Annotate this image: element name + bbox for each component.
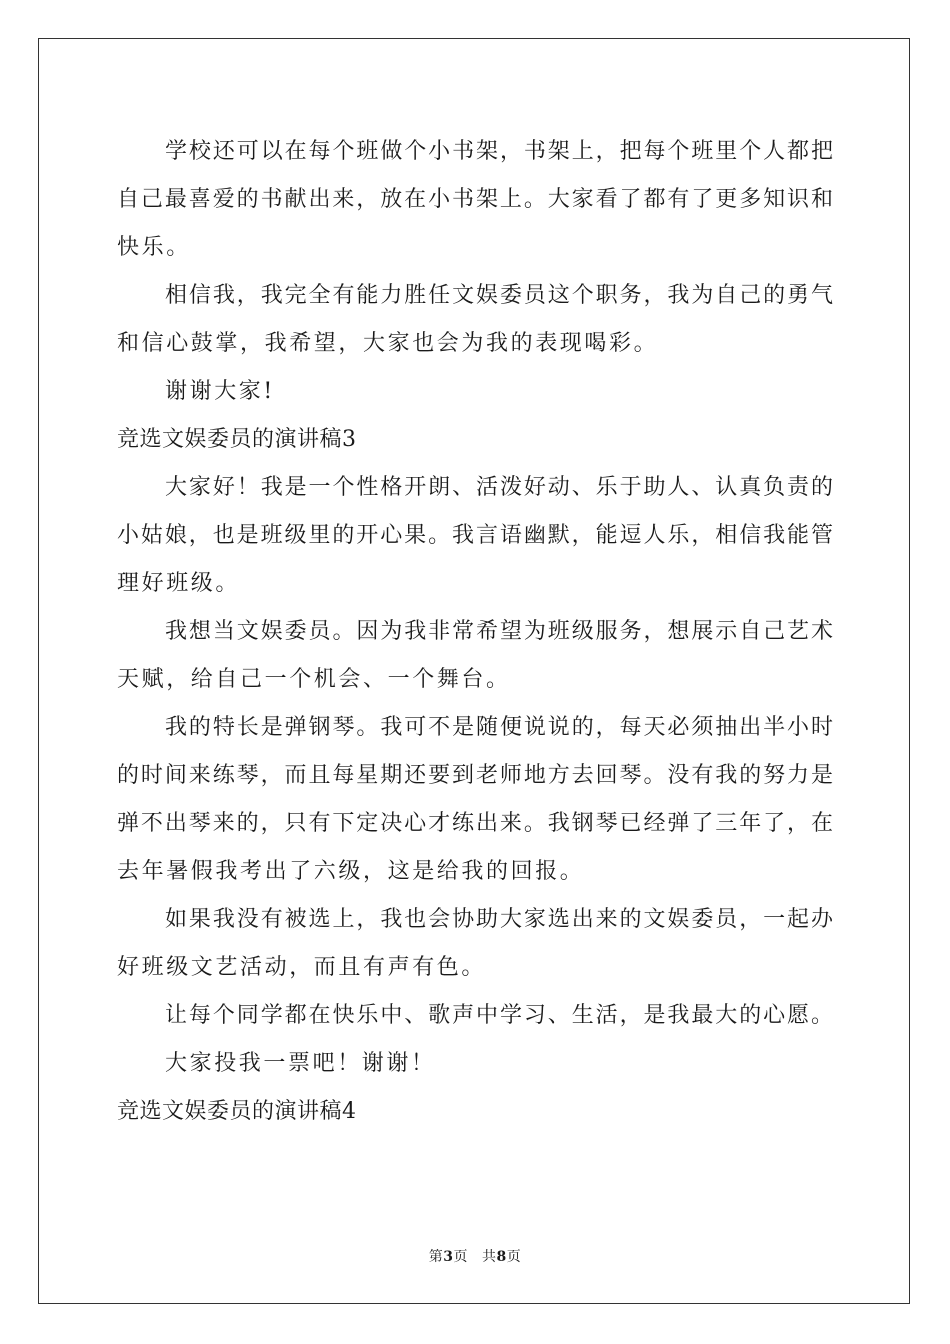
paragraph-line: 我的特长是弹钢琴。我可不是随便说说的，每天必须抽出半小时 xyxy=(165,715,833,740)
paragraph-line: 的时间来练琴，而且每星期还要到老师地方去回琴。没有我的努力是 xyxy=(117,763,833,788)
paragraph-line: 我想当文娱委员。因为我非常希望为班级服务，想展示自己艺术 xyxy=(165,619,833,644)
paragraph-line: 相信我，我完全有能力胜任文娱委员这个职务，我为自己的勇气 xyxy=(165,283,833,308)
total-pages-number: 8 xyxy=(496,1249,507,1265)
paragraph-line: 自己最喜爱的书献出来，放在小书架上。大家看了都有了更多知识和 xyxy=(117,187,833,212)
paragraph-line: 好班级文艺活动，而且有声有色。 xyxy=(117,955,487,980)
paragraph-line: 和信心鼓掌，我希望，大家也会为我的表现喝彩。 xyxy=(117,331,659,356)
total-suffix: 页 xyxy=(506,1249,522,1265)
section-heading: 竞选文娱委员的演讲稿3 xyxy=(117,427,357,452)
paragraph-line: 去年暑假我考出了六级，这是给我的回报。 xyxy=(117,859,585,884)
page-footer xyxy=(0,1246,950,1266)
total-prefix: 共 xyxy=(482,1249,497,1265)
paragraph-line: 大家好！我是一个性格开朗、活泼好动、乐于助人、认真负责的 xyxy=(165,475,833,500)
paragraph-line: 快乐。 xyxy=(117,235,191,260)
section-heading: 竞选文娱委员的演讲稿4 xyxy=(117,1099,357,1124)
paragraph-line: 理好班级。 xyxy=(117,571,241,596)
page-prefix: 第 xyxy=(428,1249,444,1265)
current-page-number: 3 xyxy=(443,1249,454,1265)
paragraph-line: 小姑娘，也是班级里的开心果。我言语幽默，能逗人乐，相信我能管 xyxy=(117,523,833,548)
paragraph-line: 谢谢大家! xyxy=(165,379,275,404)
paragraph-line: 让每个同学都在快乐中、歌声中学习、生活，是我最大的心愿。 xyxy=(165,1003,833,1028)
paragraph-line: 如果我没有被选上，我也会协助大家选出来的文娱委员，一起办 xyxy=(165,907,833,932)
document-body xyxy=(117,128,833,1136)
page-suffix: 页 xyxy=(453,1249,468,1265)
paragraph-line: 弹不出琴来的，只有下定决心才练出来。我钢琴已经弹了三年了，在 xyxy=(117,811,833,836)
paragraph-line: 大家投我一票吧！谢谢！ xyxy=(165,1051,436,1076)
paragraph-line: 学校还可以在每个班做个小书架，书架上，把每个班里个人都把 xyxy=(165,139,833,164)
paragraph-line: 天赋，给自己一个机会、一个舞台。 xyxy=(117,667,511,692)
